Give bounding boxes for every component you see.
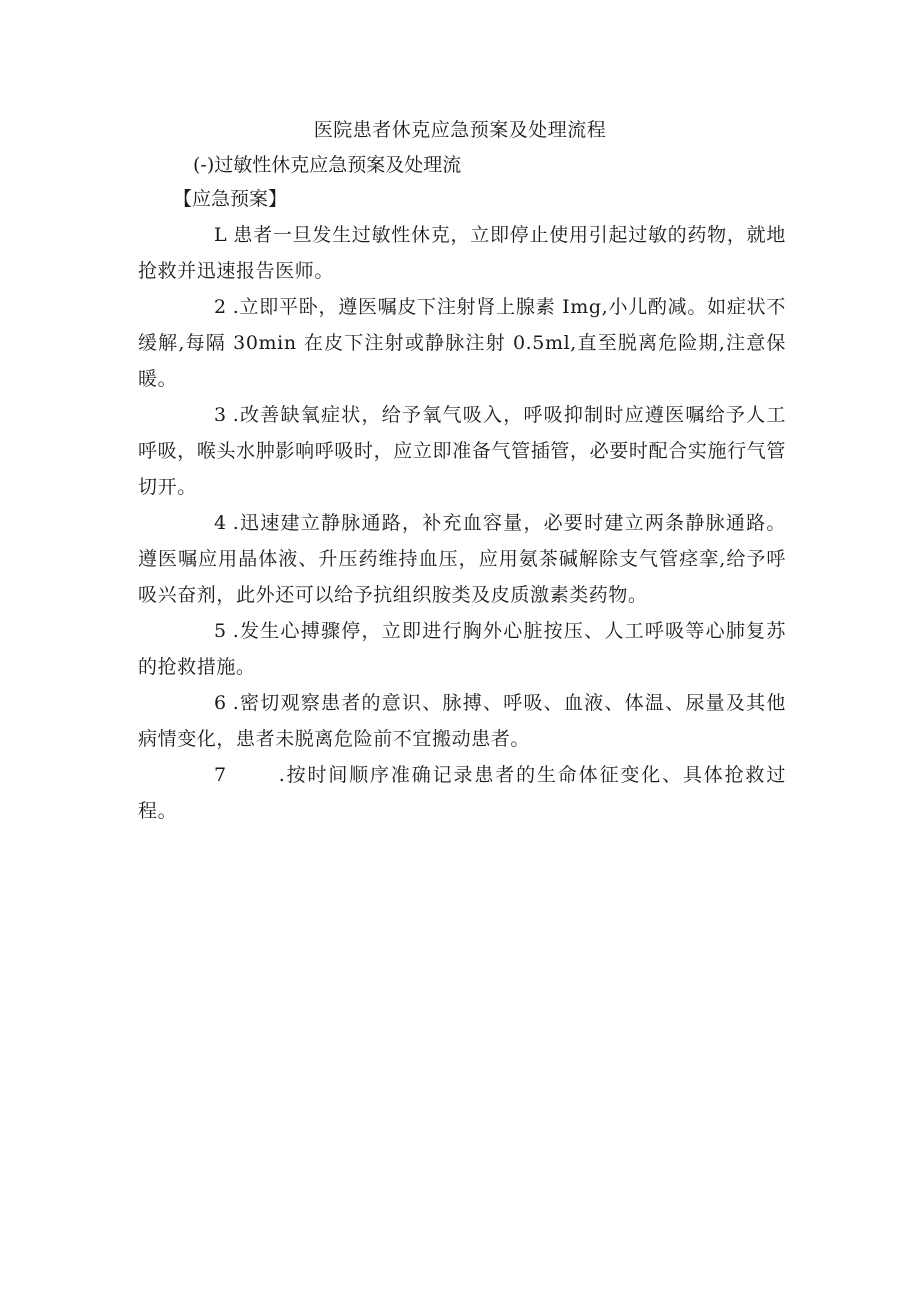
paragraph-text: .发生心搏骤停，立即进行胸外心脏按压、人工呼吸等心肺复苏的抢救措施。 (138, 620, 786, 678)
document-body (138, 217, 786, 829)
paragraph-text: .按时间顺序准确记录患者的生命体征变化、具体抢救过程。 (138, 764, 786, 822)
paragraph-6 (138, 685, 786, 757)
paragraph-text: .密切观察患者的意识、脉搏、呼吸、血液、体温、尿量及其他病情变化，患者未脱离危险前不宜搬动患者。 (138, 692, 786, 750)
document-title: 医院患者休克应急预案及处理流程 (313, 119, 607, 141)
paragraph-2 (138, 289, 786, 397)
paragraph-7 (138, 757, 786, 829)
paragraph-text: .立即平卧，遵医嘱皮下注射肾上腺素 Img,小儿酌减。如症状不缓解,每隔 30min 在皮下注射或静脉注射 0.5ml,直至脱离危险期,注意保暖。 (138, 296, 786, 390)
paragraph-5 (138, 613, 786, 685)
paragraph-text: .改善缺氧症状，给予氧气吸入，呼吸抑制时应遵医嘱给予人工呼吸，喉头水肿影响呼吸时，应立即准备气管插管，必要时配合实施行气管切开。 (138, 404, 786, 498)
paragraph-number: 5 (214, 620, 227, 642)
paragraph-4 (138, 505, 786, 613)
paragraph-text: 患者一旦发生过敏性休克，立即停止使用引起过敏的药物，就地抢救并迅速报告医师。 (138, 224, 786, 282)
paragraph-number: 7 (214, 764, 227, 786)
section-title: (-)过敏性休克应急预案及处理流 (193, 154, 462, 176)
paragraph-number: L (214, 224, 228, 246)
paragraph-number: 2 (214, 296, 227, 318)
paragraph-1 (138, 217, 786, 289)
paragraph-number: 6 (214, 692, 227, 714)
paragraph-number: 3 (214, 404, 227, 426)
paragraph-3 (138, 397, 786, 505)
paragraph-text: .迅速建立静脉通路，补充血容量，必要时建立两条静脉通路。遵医嘱应用晶体液、升压药维持血压，应用氨茶碱解除支气管痉挛,给予呼吸兴奋剂，此外还可以给予抗组织胺类及皮质激素类药物。 (138, 512, 786, 606)
sub-heading: 【应急预案】 (173, 188, 288, 210)
paragraph-number: 4 (214, 512, 227, 534)
